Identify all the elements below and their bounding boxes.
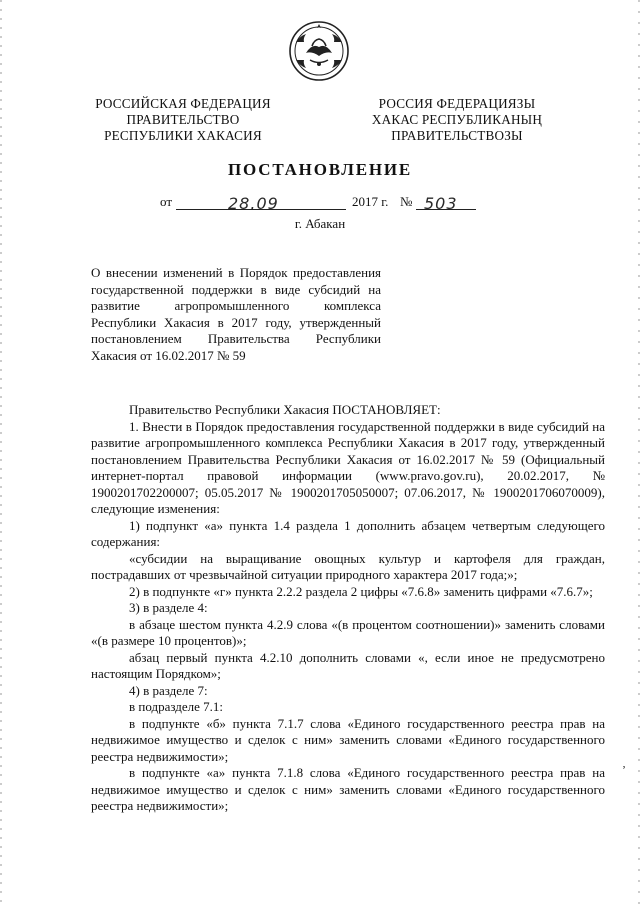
city: г. Абакан bbox=[294, 216, 346, 231]
header-left bbox=[74, 96, 292, 144]
paragraph: 3) в разделе 4: bbox=[129, 600, 208, 615]
paragraph: 1. Внести в Порядок предоставления государственной поддержки в виде субсидий на развитие агропромышленного комплекса Республики Хакасия в 2017 году, утвержденный постановлением Правительства Республики Хакасия от 16.02.2017 № 59 (Официальный интернет-портал правовой информации (www.pravo.gov.ru), 20.02.2017, № 1900201702200007; 05.05.2017 № 1900201705050007; 07.06.2017, № 1900201706070009), следующие изменения: bbox=[91, 418, 605, 516]
header-left-line: РЕСПУБЛИКИ ХАКАСИЯ bbox=[104, 128, 262, 143]
paragraph: в абзаце шестом пункта 4.2.9 слова «(в процентом соотношении)» заменить словами «(в размере 10 процентов)»; bbox=[91, 616, 605, 648]
header-left-line: ПРАВИТЕЛЬСТВО bbox=[126, 112, 240, 127]
number-sign: № bbox=[400, 194, 413, 209]
handwritten-number: 503 bbox=[424, 194, 458, 213]
paragraph: «субсидии на выращивание овощных культур и картофеля для граждан, пострадавших от чрезвычайной ситуации природного характера 2017 года;»; bbox=[91, 550, 605, 582]
header-left-line: РОССИЙСКАЯ ФЕДЕРАЦИЯ bbox=[95, 96, 271, 111]
document-body bbox=[91, 402, 605, 815]
date-prefix: от bbox=[160, 194, 173, 209]
left-scan-edge bbox=[0, 0, 2, 905]
paragraph: абзац первый пункта 4.2.10 дополнить словами «, если иное не предусмотрено настоящим Порядком»; bbox=[91, 649, 605, 681]
paragraph: 1) подпункт «а» пункта 1.4 раздела 1 дополнить абзацем четвертым следующего содержания: bbox=[91, 517, 605, 549]
paragraph: 2) в подпункте «г» пункта 2.2.2 раздела 2 цифры «7.6.8» заменить цифрами «7.6.7»; bbox=[129, 583, 593, 599]
header-right bbox=[348, 96, 566, 144]
margin-mark: ‚ bbox=[622, 756, 626, 770]
document-subject: О внесении изменений в Порядок предоставления государственной поддержки в виде субсидий на развитие агропромышленного комплекса Республики Хакасия в 2017 году, утвержденный постановлением Правительства Республики Хакасия от 16.02.2017 № 59 bbox=[91, 265, 381, 363]
header-right-line: РОССИЯ ФЕДЕРАЦИЯЗЫ bbox=[378, 96, 536, 111]
header-right-line: ПРАВИТЕЛЬСТВОЗЫ bbox=[391, 128, 523, 143]
paragraph: 4) в разделе 7: bbox=[129, 682, 208, 698]
paragraph: в подпункте «б» пункта 7.1.7 слова «Единого государственного реестра прав на недвижимое имущество и сделок с ним» заменить словами «Единого государственного реестра недвижимости»; bbox=[91, 715, 605, 764]
handwritten-date: 28.09 bbox=[228, 194, 279, 213]
document-title: ПОСТАНОВЛЕНИЕ bbox=[227, 160, 413, 179]
paragraph: Правительство Республики Хакасия ПОСТАНОВЛЯЕТ: bbox=[129, 402, 441, 417]
paragraph: в подразделе 7.1: bbox=[129, 699, 224, 714]
coat-of-arms-icon bbox=[288, 20, 350, 82]
paragraph: в подпункте «а» пункта 7.1.8 слова «Единого государственного реестра прав на недвижимое имущество и сделок с ним» заменить словами «Единого государственного реестра недвижимости»; bbox=[91, 765, 605, 813]
header-right-line: ХАКАС РЕСПУБЛИКАНЫҢ bbox=[371, 112, 543, 127]
date-year: 2017 г. bbox=[352, 194, 389, 209]
